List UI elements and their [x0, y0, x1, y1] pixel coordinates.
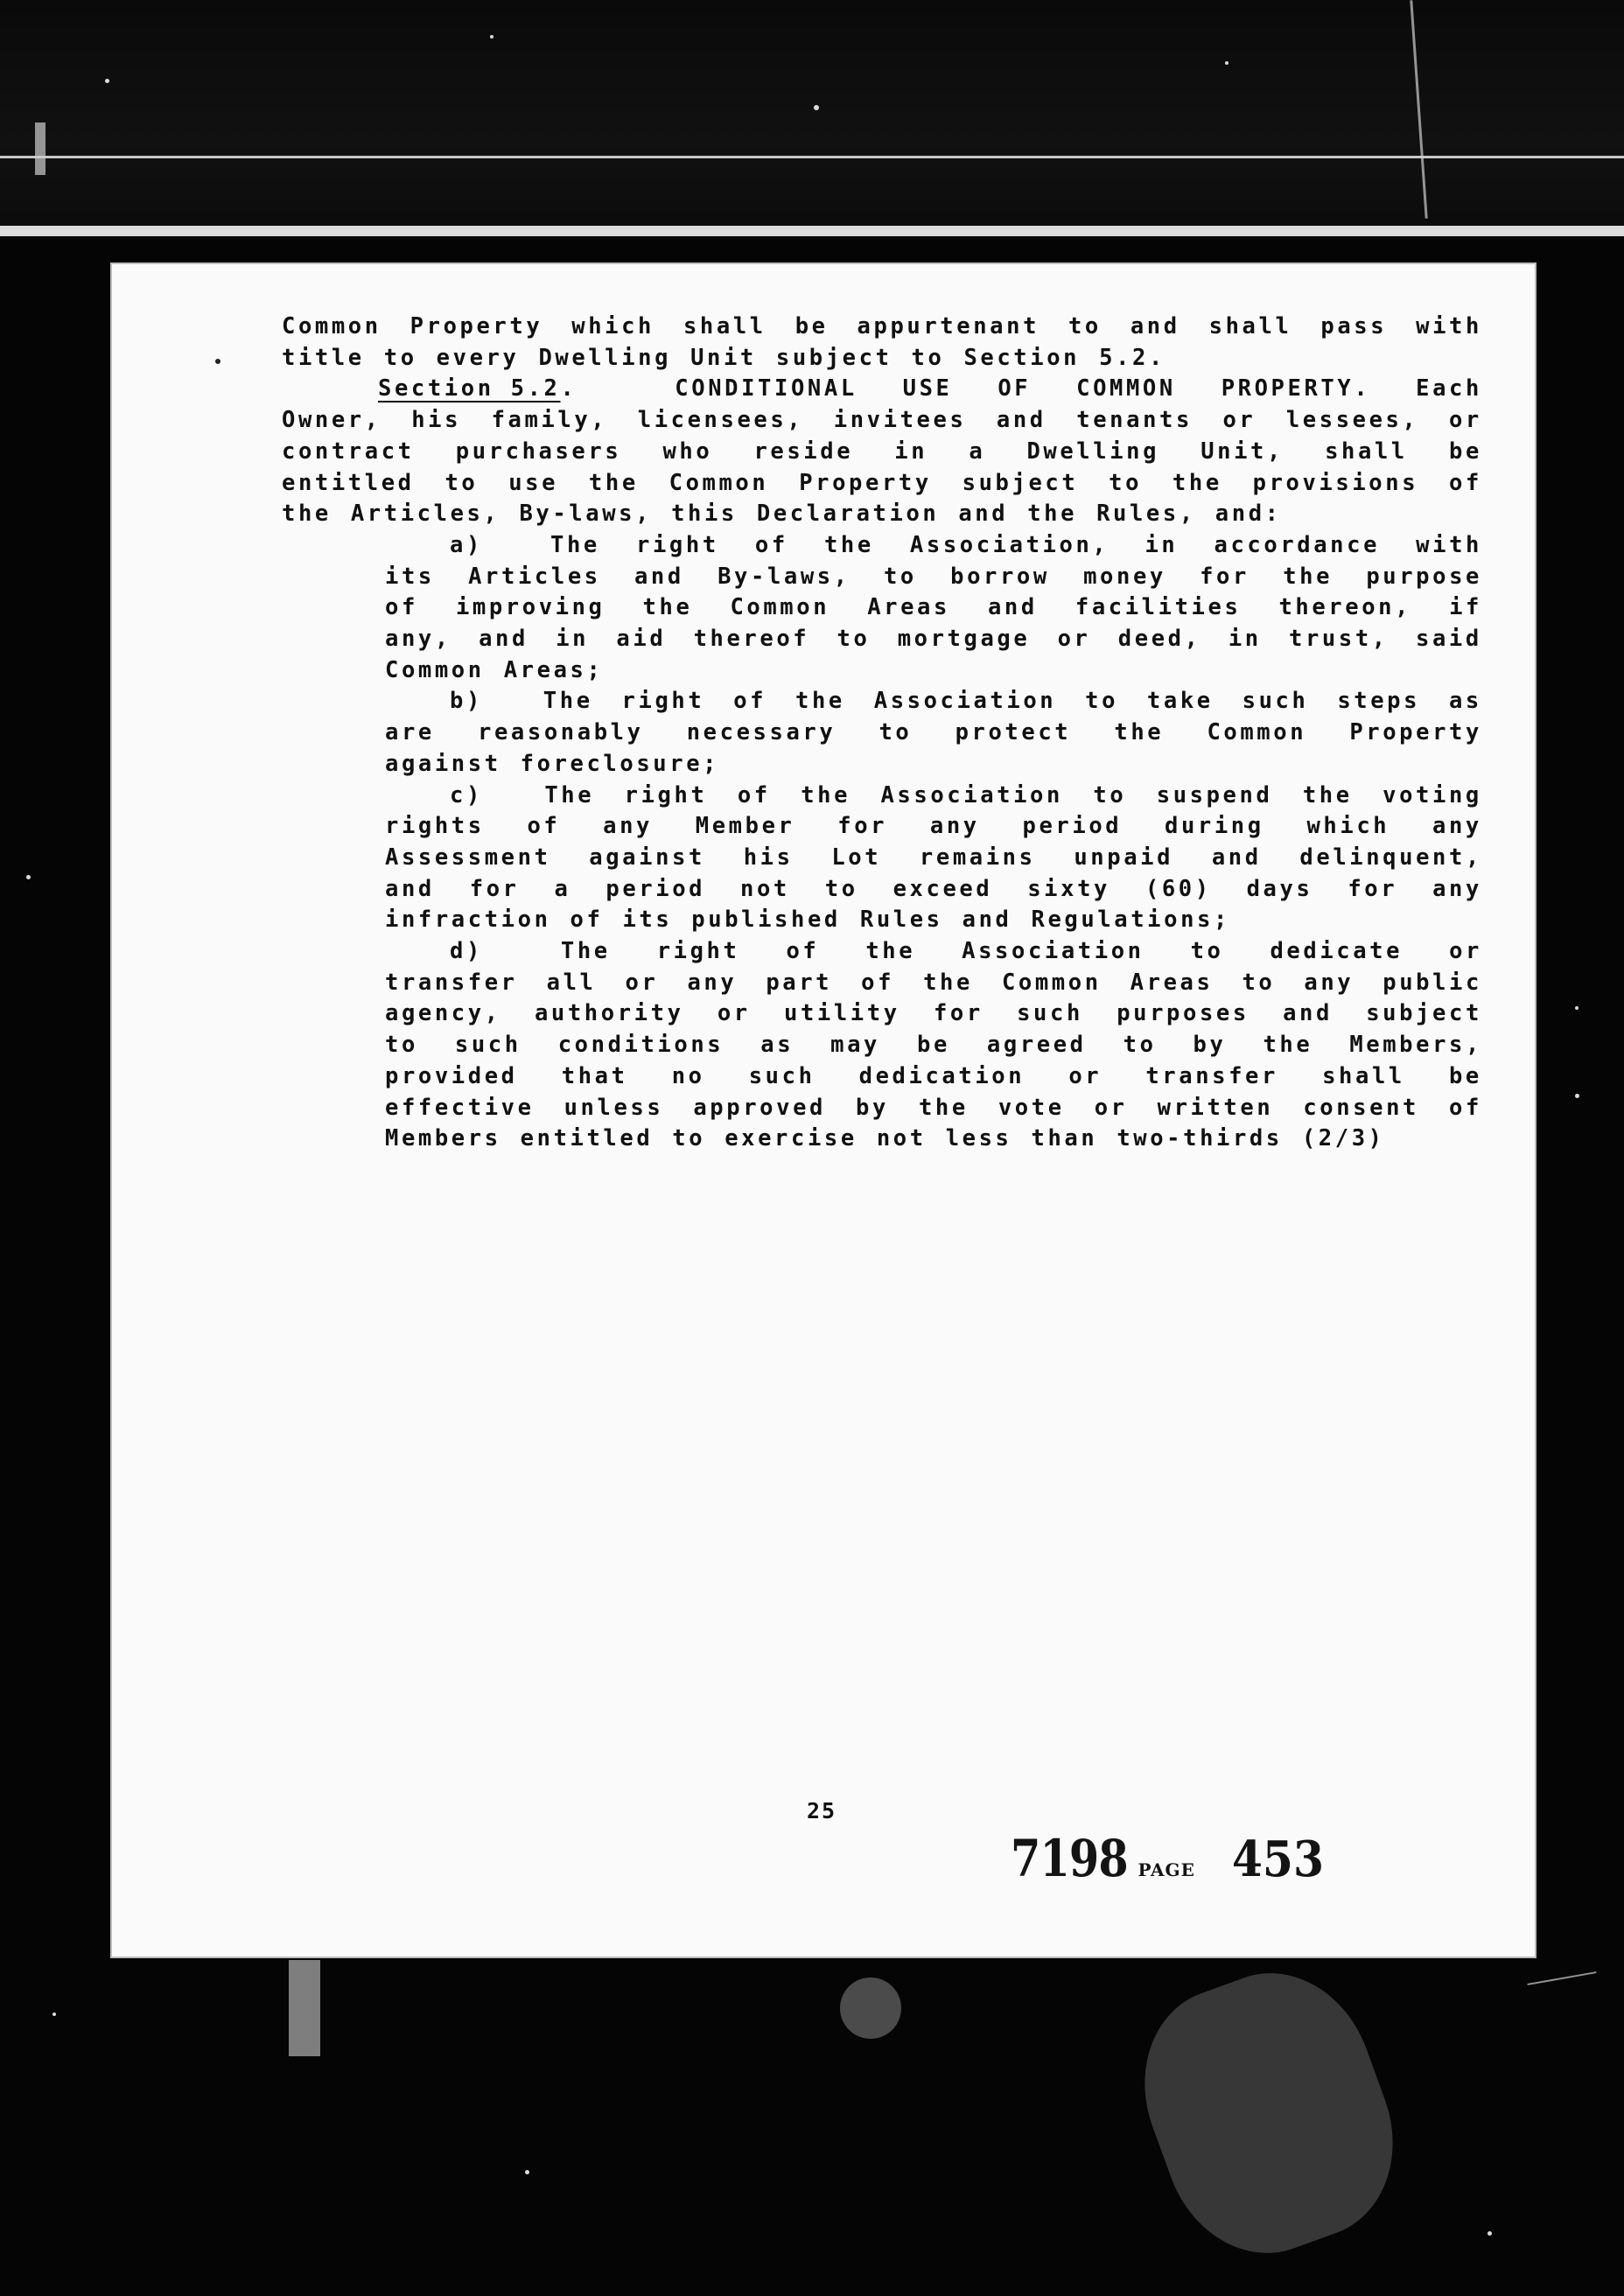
word: entitled	[282, 469, 415, 496]
word: Areas	[1130, 969, 1214, 996]
word: to	[1093, 781, 1127, 808]
scan-speck	[1575, 1006, 1578, 1010]
word: vote	[998, 1094, 1065, 1121]
text-line	[282, 470, 1482, 496]
word: any	[929, 813, 980, 840]
word: the	[1263, 1032, 1313, 1059]
word: which	[571, 313, 655, 340]
word: transfer	[1145, 1062, 1278, 1089]
stamp-page-label: PAGE	[1138, 1859, 1195, 1880]
word: and	[962, 906, 1012, 934]
text-line	[282, 345, 1482, 371]
word: two-thirds	[1116, 1125, 1283, 1152]
word: the	[923, 969, 973, 996]
word: to	[1068, 313, 1102, 340]
word: the	[282, 500, 332, 528]
word: borrow	[950, 563, 1050, 590]
word: in	[1228, 626, 1262, 652]
word: CONDITIONAL	[675, 375, 858, 402]
text-line	[385, 564, 1482, 590]
word: dedication	[858, 1062, 1026, 1089]
word: protect	[955, 719, 1072, 746]
word: provisions	[1252, 469, 1419, 496]
word: remains	[919, 844, 1036, 871]
word: to	[383, 344, 417, 371]
word: sixty	[1027, 875, 1110, 902]
word: invitees	[833, 407, 967, 434]
stamp-page-number: 453	[1231, 1830, 1324, 1888]
word: delinquent,	[1299, 844, 1482, 871]
word: Unit	[690, 344, 757, 371]
word: such	[1017, 1000, 1083, 1027]
item-marker: b)	[450, 688, 483, 715]
word: the	[1283, 563, 1334, 590]
text-line	[450, 782, 1482, 808]
word: unpaid	[1074, 844, 1174, 871]
word: of	[754, 531, 788, 558]
word: Association	[880, 781, 1063, 808]
word: and	[1283, 1000, 1333, 1027]
word: public	[1382, 969, 1482, 996]
word: Dwelling	[1026, 438, 1160, 465]
word: The	[544, 781, 595, 808]
word: Common	[282, 313, 382, 340]
word: this	[671, 500, 738, 528]
word: USE	[902, 375, 953, 402]
word: Common	[1001, 969, 1102, 996]
word: in	[556, 626, 590, 652]
word: agreed	[986, 1032, 1087, 1059]
scan-scratch	[35, 122, 46, 175]
scan-speck	[105, 79, 109, 83]
word: no	[671, 1062, 705, 1089]
word: right	[621, 688, 705, 715]
word: the	[1114, 719, 1165, 746]
word: pass	[1320, 313, 1388, 340]
text-line	[450, 688, 1482, 714]
word: any	[603, 813, 654, 840]
word: to	[385, 1032, 418, 1059]
scan-scratch	[1527, 1971, 1596, 1985]
word: right	[624, 781, 708, 808]
word: to	[1242, 969, 1276, 996]
word: not	[876, 1125, 927, 1152]
word: Regulations;	[1031, 906, 1230, 934]
word: the	[1172, 469, 1222, 496]
word: not	[740, 875, 790, 902]
text-line	[378, 375, 1482, 402]
word: Property	[799, 469, 932, 496]
word: Areas	[867, 594, 950, 621]
word: such	[748, 1062, 816, 1089]
text-line	[385, 1063, 1482, 1089]
word: shall	[1322, 1062, 1405, 1089]
text-line	[385, 626, 1482, 652]
word: less	[945, 1125, 1012, 1152]
scan-scratch	[840, 1978, 901, 2039]
word: such	[454, 1032, 522, 1059]
word: facilities	[1074, 594, 1242, 621]
word: in	[894, 438, 928, 465]
scan-speck	[814, 105, 819, 110]
word: as	[1448, 688, 1482, 715]
word: unless	[564, 1094, 664, 1121]
word: Association	[962, 938, 1144, 964]
word: by	[1193, 1032, 1227, 1059]
word: Unit,	[1200, 438, 1284, 465]
word: and	[987, 594, 1038, 621]
text-line	[385, 1000, 1482, 1026]
word: by	[856, 1094, 889, 1121]
word: written	[1157, 1094, 1274, 1121]
item-marker: c)	[450, 781, 483, 808]
scan-scratch	[1116, 1947, 1422, 2279]
word: the	[823, 531, 874, 558]
word: the	[1302, 781, 1353, 808]
word: Property	[1349, 719, 1482, 746]
word: subject	[1366, 1000, 1482, 1027]
word: with	[1416, 313, 1482, 340]
word: than	[1031, 1125, 1098, 1152]
word: for	[1200, 563, 1250, 590]
word: as	[760, 1032, 794, 1059]
word: (2/3)	[1301, 1125, 1385, 1152]
word: any	[1432, 813, 1482, 840]
word: of	[570, 906, 604, 934]
scan-rule	[0, 226, 1624, 236]
text-line	[385, 876, 1482, 902]
word: every	[436, 344, 520, 371]
item-marker: d)	[450, 938, 483, 964]
word: Rules	[859, 906, 943, 934]
word: such	[1242, 688, 1309, 715]
word: its	[622, 906, 673, 934]
scan-scratch	[289, 1960, 320, 2056]
word: PROPERTY.	[1221, 375, 1371, 402]
word: the	[865, 938, 916, 964]
word: and	[1211, 844, 1262, 871]
text-line	[385, 813, 1482, 839]
word: the	[918, 1094, 969, 1121]
word: of	[1449, 469, 1482, 496]
word: the	[588, 469, 639, 496]
word: who	[662, 438, 713, 465]
word: Owner,	[282, 407, 382, 434]
scan-speck	[52, 2012, 56, 2016]
word: Property	[410, 313, 543, 340]
word: its	[385, 563, 435, 590]
word: Section	[963, 344, 1081, 371]
word: to	[911, 344, 945, 371]
word: foreclosure;	[520, 750, 720, 777]
word: voting	[1382, 781, 1482, 808]
word: and	[479, 626, 528, 652]
word: By-laws,	[519, 500, 653, 528]
word: aid	[616, 626, 667, 652]
word: Common	[730, 594, 830, 621]
word: Lot	[831, 844, 882, 871]
scan-speck	[1575, 1094, 1579, 1098]
word: Association	[873, 688, 1057, 715]
word: use	[508, 469, 559, 496]
word: reasonably	[478, 719, 644, 746]
document-page	[110, 262, 1536, 1958]
scan-speck	[1225, 61, 1228, 65]
word: licensees,	[637, 407, 804, 434]
word: Declaration	[756, 500, 940, 528]
word: Dwelling	[538, 344, 672, 371]
text-line	[450, 532, 1482, 558]
word: subject	[962, 469, 1079, 496]
text-line	[282, 500, 1482, 527]
word: with	[1416, 531, 1482, 558]
word: all	[546, 969, 597, 996]
word: be	[917, 1032, 950, 1059]
word: and	[1130, 313, 1180, 340]
word: to	[444, 469, 479, 496]
word: of	[733, 688, 767, 715]
text-line	[282, 407, 1482, 433]
word: Articles,	[350, 500, 500, 528]
word: of	[737, 781, 771, 808]
text-line	[450, 938, 1482, 964]
word: be	[1448, 1062, 1482, 1089]
word: appurtenant	[857, 313, 1040, 340]
word: lessees,	[1285, 407, 1419, 434]
word: or	[1094, 1094, 1128, 1121]
word: for	[1348, 875, 1398, 902]
word: family,	[491, 407, 608, 434]
word: to	[836, 626, 871, 652]
text-line	[385, 594, 1482, 620]
word: Common	[668, 469, 769, 496]
scan-speck	[1488, 2231, 1492, 2236]
word: The	[542, 688, 593, 715]
text-line	[385, 751, 1482, 777]
word: any,	[385, 626, 452, 652]
word: in	[1144, 531, 1179, 558]
word: for	[837, 813, 888, 840]
word: and	[385, 875, 435, 902]
word: his	[743, 844, 794, 871]
word: and:	[1214, 500, 1282, 528]
word: any	[687, 969, 738, 996]
word: Areas;	[503, 656, 604, 683]
scan-speck	[26, 875, 31, 879]
word: period	[606, 875, 706, 902]
document-body	[110, 262, 1536, 1958]
word: and	[634, 563, 684, 590]
word: contract	[282, 438, 415, 465]
word: to	[883, 563, 917, 590]
scan-speck	[525, 2170, 529, 2174]
word: exercise	[724, 1125, 858, 1152]
text-line	[282, 313, 1482, 340]
word: Members	[385, 1125, 501, 1152]
word: consent	[1303, 1094, 1419, 1121]
word: or	[625, 969, 659, 996]
word: are	[385, 719, 435, 746]
word: mortgage	[897, 626, 1031, 652]
word: or	[1449, 938, 1482, 964]
word: be	[1449, 438, 1482, 465]
word: any	[1304, 969, 1354, 996]
word: thereon,	[1278, 594, 1412, 621]
word: to	[1109, 469, 1143, 496]
text-line	[385, 1095, 1482, 1121]
word: reside	[753, 438, 854, 465]
word: Assessment	[385, 844, 551, 871]
word: thereof	[693, 626, 810, 652]
word: that	[561, 1062, 628, 1089]
word: for	[933, 1000, 984, 1027]
word: suspend	[1156, 781, 1273, 808]
word: to	[1123, 1032, 1157, 1059]
word: trust,	[1289, 626, 1389, 652]
word: Articles	[468, 563, 601, 590]
word: effective	[385, 1094, 535, 1121]
text-line	[282, 438, 1482, 465]
word: against	[589, 844, 705, 871]
word: tenants	[1076, 407, 1193, 434]
word: which	[1306, 813, 1390, 840]
word: provided	[385, 1062, 518, 1089]
word: approved	[693, 1094, 826, 1121]
word: published	[691, 906, 841, 934]
word: (60)	[1144, 875, 1212, 902]
stamp-book-number: 7198	[1011, 1829, 1128, 1888]
text-line	[385, 1032, 1482, 1058]
word: a	[969, 438, 986, 465]
word: the	[642, 594, 693, 621]
word: or	[1448, 407, 1482, 434]
word: Common	[1207, 719, 1307, 746]
word: Rules,	[1096, 500, 1196, 528]
word: steps	[1337, 688, 1421, 715]
text-line	[385, 906, 1482, 933]
word: Member	[695, 813, 795, 840]
word: against	[385, 750, 501, 777]
word: shall	[682, 313, 766, 340]
word: any	[1432, 875, 1482, 902]
word: of	[786, 938, 820, 964]
word: or	[1222, 407, 1256, 434]
word: improving	[455, 594, 606, 621]
word: The	[550, 531, 600, 558]
word: to	[824, 875, 858, 902]
word: the	[795, 688, 845, 715]
word: Association,	[909, 531, 1110, 558]
scan-rule	[0, 156, 1624, 158]
word: dedicate	[1270, 938, 1404, 964]
word: the	[1027, 500, 1078, 528]
word: of	[1449, 1094, 1482, 1121]
word: purchasers	[455, 438, 622, 465]
word: accordance	[1214, 531, 1381, 558]
word: transfer	[385, 969, 518, 996]
word: utility	[784, 1000, 900, 1027]
word: entitled	[520, 1125, 654, 1152]
word: shall	[1208, 313, 1292, 340]
text-line	[385, 657, 1482, 683]
item-marker: a)	[450, 531, 483, 558]
section-label: Section 5.2	[378, 375, 561, 402]
word: purposes	[1116, 1000, 1250, 1027]
word: and	[996, 407, 1046, 434]
text-line	[385, 719, 1482, 746]
word: COMMON	[1076, 375, 1176, 402]
word: title	[282, 344, 365, 371]
word: to	[672, 1125, 706, 1152]
word: or	[1068, 1062, 1102, 1089]
recording-stamp	[1011, 1829, 1329, 1888]
word: a	[554, 875, 571, 902]
word: necessary	[686, 719, 836, 746]
word: Each	[1416, 375, 1482, 402]
word: rights	[385, 813, 485, 840]
word: By-laws,	[718, 563, 850, 590]
word: subject	[775, 344, 892, 371]
word: deed,	[1117, 626, 1201, 652]
word: exceed	[892, 875, 993, 902]
word: OF	[998, 375, 1032, 402]
scan-top-border	[0, 0, 1624, 236]
scan-speck	[490, 35, 494, 38]
word: purpose	[1366, 563, 1482, 590]
word: to	[1085, 688, 1119, 715]
word: 5.2.	[1099, 344, 1166, 371]
word: and	[958, 500, 1009, 528]
word: part	[766, 969, 833, 996]
word: conditions	[557, 1032, 724, 1059]
word: agency,	[385, 1000, 501, 1027]
word: authority	[534, 1000, 684, 1027]
word: of	[385, 594, 418, 621]
word: period	[1022, 813, 1123, 840]
text-line	[385, 844, 1482, 871]
word: of	[527, 813, 561, 840]
word: may	[830, 1032, 881, 1059]
word: take	[1146, 688, 1214, 715]
word: days	[1246, 875, 1313, 902]
word: his	[411, 407, 462, 434]
word: The	[560, 938, 611, 964]
word: Members,	[1349, 1032, 1482, 1059]
word: of	[861, 969, 895, 996]
word: during	[1165, 813, 1264, 840]
text-line	[385, 970, 1482, 996]
word: the	[801, 781, 851, 808]
word: to	[878, 719, 913, 746]
word: or	[717, 1000, 751, 1027]
word: be	[794, 313, 829, 340]
page-number: 25	[807, 1798, 837, 1824]
word: to	[1190, 938, 1224, 964]
word: Common	[385, 656, 485, 683]
word: right	[656, 938, 740, 964]
text-line	[385, 1125, 1482, 1152]
word: if	[1449, 594, 1482, 621]
section-heading: Section 5.2.	[378, 375, 578, 402]
word: said	[1416, 626, 1482, 652]
word: for	[469, 875, 520, 902]
word: money	[1083, 563, 1166, 590]
word: shall	[1325, 438, 1408, 465]
word: or	[1057, 626, 1091, 652]
word: infraction	[385, 906, 551, 934]
word: right	[636, 531, 719, 558]
